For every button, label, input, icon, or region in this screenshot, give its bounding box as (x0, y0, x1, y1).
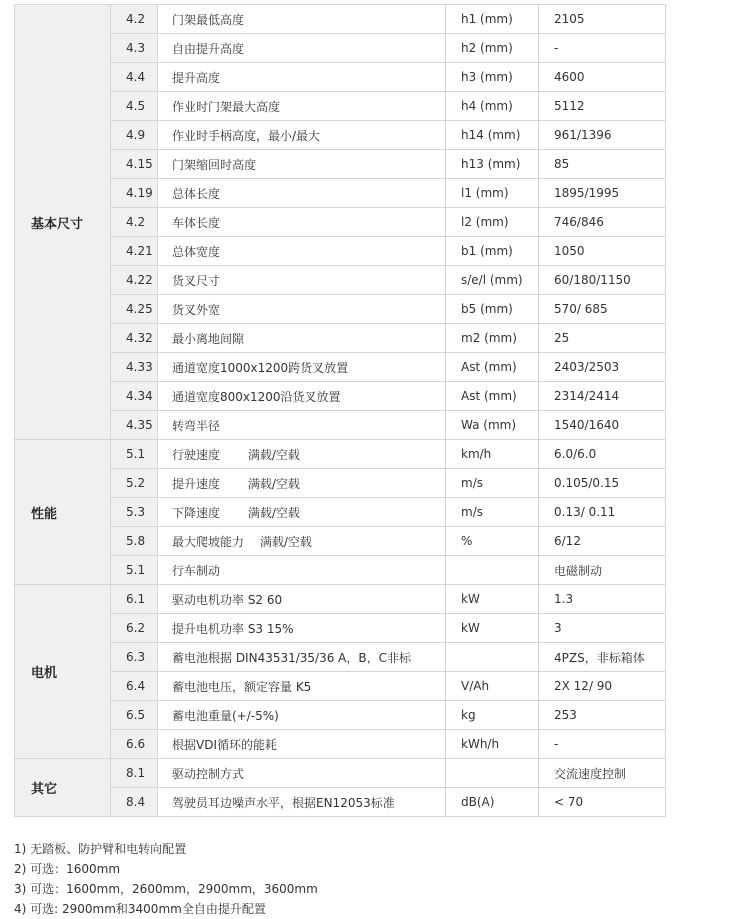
row-unit: Wa (mm) (446, 411, 539, 440)
row-description: 作业时手柄高度，最小/最大 (158, 121, 446, 150)
row-code: 4.19 (111, 179, 158, 208)
row-description: 作业时门架最大高度 (158, 92, 446, 121)
row-unit (446, 556, 539, 585)
row-unit: h14 (mm) (446, 121, 539, 150)
row-code: 6.5 (111, 701, 158, 730)
row-value: 0.13/ 0.11 (539, 498, 666, 527)
row-value: 1540/1640 (539, 411, 666, 440)
row-description: 行车制动 (158, 556, 446, 585)
row-code: 5.8 (111, 527, 158, 556)
row-description: 转弯半径 (158, 411, 446, 440)
row-unit: l1 (mm) (446, 179, 539, 208)
row-unit: b1 (mm) (446, 237, 539, 266)
row-description: 总体宽度 (158, 237, 446, 266)
row-value: - (539, 34, 666, 63)
row-unit: h4 (mm) (446, 92, 539, 121)
footnote: 3) 可选：1600mm，2600mm，2900mm，3600mm (14, 882, 318, 896)
row-description: 最大爬坡能力 满载/空载 (158, 527, 446, 556)
row-unit (446, 643, 539, 672)
row-unit: h13 (mm) (446, 150, 539, 179)
row-value: 2X 12/ 90 (539, 672, 666, 701)
row-description: 总体长度 (158, 179, 446, 208)
row-description: 蓄电池重量(+/-5%) (158, 701, 446, 730)
table-row (15, 266, 666, 295)
row-code: 6.3 (111, 643, 158, 672)
table-row (15, 672, 666, 701)
spec-table (14, 4, 666, 817)
row-unit: b5 (mm) (446, 295, 539, 324)
row-code: 5.1 (111, 440, 158, 469)
row-description: 驾驶员耳边噪声水平，根据EN12053标准 (158, 788, 446, 817)
row-code: 4.2 (111, 208, 158, 237)
row-code: 6.6 (111, 730, 158, 759)
row-description: 通道宽度1000x1200跨货叉放置 (158, 353, 446, 382)
table-row (15, 730, 666, 759)
row-code: 4.33 (111, 353, 158, 382)
row-value: < 70 (539, 788, 666, 817)
row-code: 4.3 (111, 34, 158, 63)
table-row (15, 527, 666, 556)
spec-table-body (15, 5, 666, 817)
table-row (15, 440, 666, 469)
row-code: 8.1 (111, 759, 158, 788)
row-value: 1895/1995 (539, 179, 666, 208)
table-row (15, 92, 666, 121)
table-row (15, 469, 666, 498)
row-description: 提升电机功率 S3 15% (158, 614, 446, 643)
category-label: 性能 (15, 440, 111, 585)
row-code: 4.9 (111, 121, 158, 150)
row-description: 提升高度 (158, 63, 446, 92)
row-unit: kW (446, 585, 539, 614)
row-value: 85 (539, 150, 666, 179)
table-row (15, 382, 666, 411)
row-value: 2105 (539, 5, 666, 34)
table-row (15, 353, 666, 382)
table-row (15, 701, 666, 730)
row-description: 最小离地间隙 (158, 324, 446, 353)
footnote: 1) 无踏板、防护臂和电转向配置 (14, 842, 187, 856)
row-value: 1050 (539, 237, 666, 266)
row-value: 1.3 (539, 585, 666, 614)
table-row (15, 585, 666, 614)
row-value: 961/1396 (539, 121, 666, 150)
table-row (15, 556, 666, 585)
row-description: 下降速度 满载/空载 (158, 498, 446, 527)
row-value: 60/180/1150 (539, 266, 666, 295)
row-code: 4.2 (111, 5, 158, 34)
row-description: 驱动电机功率 S2 60 (158, 585, 446, 614)
row-unit: m/s (446, 498, 539, 527)
row-value: 253 (539, 701, 666, 730)
row-value: 交流速度控制 (539, 759, 666, 788)
row-unit: % (446, 527, 539, 556)
row-unit: kg (446, 701, 539, 730)
row-value: 0.105/0.15 (539, 469, 666, 498)
table-row (15, 614, 666, 643)
table-row (15, 295, 666, 324)
row-code: 4.21 (111, 237, 158, 266)
row-unit: km/h (446, 440, 539, 469)
table-row (15, 643, 666, 672)
row-code: 4.5 (111, 92, 158, 121)
row-unit: kWh/h (446, 730, 539, 759)
table-row (15, 208, 666, 237)
table-row (15, 237, 666, 266)
row-code: 4.4 (111, 63, 158, 92)
row-unit: l2 (mm) (446, 208, 539, 237)
row-value: 6/12 (539, 527, 666, 556)
row-unit: m/s (446, 469, 539, 498)
table-row (15, 788, 666, 817)
row-unit: s/e/l (mm) (446, 266, 539, 295)
footnotes (14, 839, 318, 919)
row-description: 行驶速度 满载/空载 (158, 440, 446, 469)
row-description: 车体长度 (158, 208, 446, 237)
row-unit: V/Ah (446, 672, 539, 701)
category-label: 电机 (15, 585, 111, 759)
row-unit (446, 759, 539, 788)
row-unit: h3 (mm) (446, 63, 539, 92)
row-unit: kW (446, 614, 539, 643)
row-code: 4.22 (111, 266, 158, 295)
table-row (15, 150, 666, 179)
row-code: 4.15 (111, 150, 158, 179)
row-unit: h1 (mm) (446, 5, 539, 34)
table-row (15, 179, 666, 208)
row-unit: dB(A) (446, 788, 539, 817)
row-code: 4.35 (111, 411, 158, 440)
row-description: 门架缩回时高度 (158, 150, 446, 179)
row-value: 5112 (539, 92, 666, 121)
row-unit: h2 (mm) (446, 34, 539, 63)
row-value: 2403/2503 (539, 353, 666, 382)
row-description: 货叉尺寸 (158, 266, 446, 295)
row-code: 6.4 (111, 672, 158, 701)
row-unit: m2 (mm) (446, 324, 539, 353)
table-row (15, 411, 666, 440)
row-value: 25 (539, 324, 666, 353)
category-label: 其它 (15, 759, 111, 817)
footnote: 2) 可选：1600mm (14, 862, 121, 876)
row-value: 3 (539, 614, 666, 643)
row-value: 4PZS，非标箱体 (539, 643, 666, 672)
row-code: 5.1 (111, 556, 158, 585)
row-value: 2314/2414 (539, 382, 666, 411)
category-label: 基本尺寸 (15, 5, 111, 440)
row-code: 5.3 (111, 498, 158, 527)
row-code: 8.4 (111, 788, 158, 817)
row-description: 根据VDI循环的能耗 (158, 730, 446, 759)
row-code: 6.2 (111, 614, 158, 643)
row-description: 蓄电池根据 DIN43531/35/36 A，B，C非标 (158, 643, 446, 672)
row-code: 4.34 (111, 382, 158, 411)
row-value: 746/846 (539, 208, 666, 237)
table-row (15, 63, 666, 92)
table-row (15, 759, 666, 788)
table-row (15, 5, 666, 34)
row-code: 4.32 (111, 324, 158, 353)
row-code: 5.2 (111, 469, 158, 498)
table-row (15, 34, 666, 63)
row-description: 门架最低高度 (158, 5, 446, 34)
row-unit: Ast (mm) (446, 353, 539, 382)
row-value: 6.0/6.0 (539, 440, 666, 469)
row-description: 蓄电池电压，额定容量 K5 (158, 672, 446, 701)
row-value: 570/ 685 (539, 295, 666, 324)
row-description: 自由提升高度 (158, 34, 446, 63)
footnote: 4) 可选: 2900mm和3400mm全自由提升配置 (14, 902, 266, 916)
row-description: 驱动控制方式 (158, 759, 446, 788)
row-value: 4600 (539, 63, 666, 92)
row-unit: Ast (mm) (446, 382, 539, 411)
row-value: 电磁制动 (539, 556, 666, 585)
table-row (15, 498, 666, 527)
row-description: 通道宽度800x1200沿货叉放置 (158, 382, 446, 411)
row-description: 货叉外宽 (158, 295, 446, 324)
row-code: 6.1 (111, 585, 158, 614)
row-value: - (539, 730, 666, 759)
table-row (15, 324, 666, 353)
row-code: 4.25 (111, 295, 158, 324)
row-description: 提升速度 满载/空载 (158, 469, 446, 498)
table-row (15, 121, 666, 150)
